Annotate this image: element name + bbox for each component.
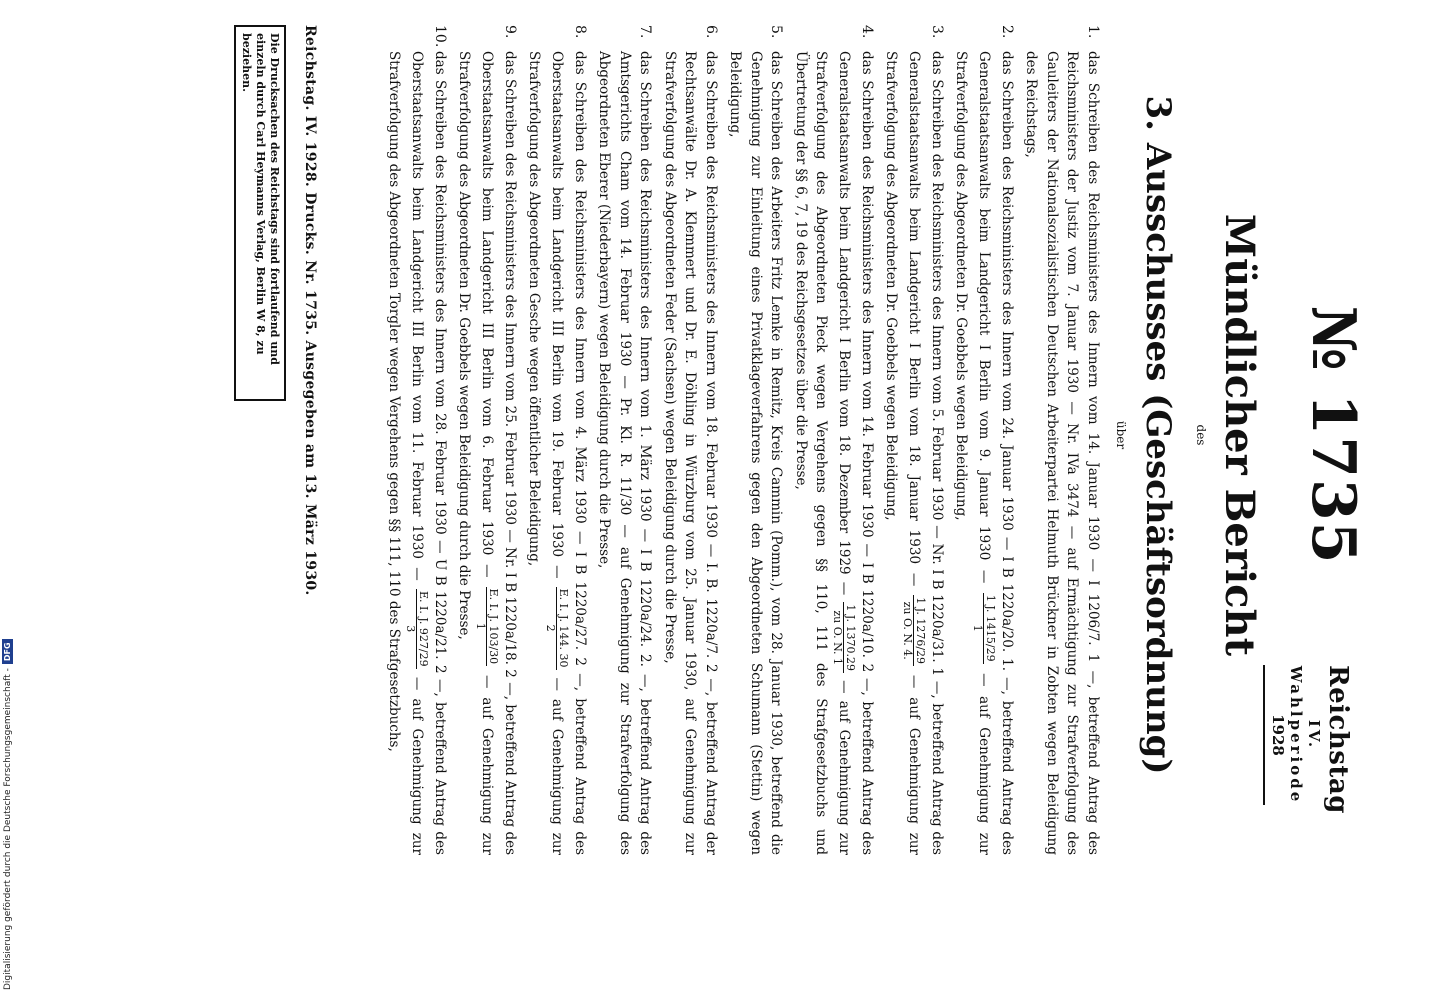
item-text (454, 51, 520, 855)
item-text-a: das Schreiben des Reichsministers des Innern vom 14. Februar 1930 — I B 1220a/10. 2 —, betreffend Antrag des Generalstaatsanwalts beim Landgericht I Berlin vom 18. Dezember 1929 — (836, 51, 875, 855)
item-text: das Schreiben des Arbeiters Fritz Lemke in Remitz, Kreis Cammin (Pomm.), vom 28. Januar 1930, betreffend die Genehmigung zur Einleitung eines Privatklageverfahrens gegen den Abgeordneten Schumann (Stettin) wegen Beleidigung, (727, 51, 785, 855)
list-item (524, 25, 590, 855)
report-items (380, 25, 1103, 855)
document-title: Mündlicher Bericht (1216, 213, 1263, 657)
dfg-logo: DFG (2, 639, 13, 664)
item-number: 7. (637, 25, 654, 39)
file-reference (475, 587, 500, 667)
list-item (1021, 25, 1103, 855)
item-text-b: — auf Genehmigung zur Strafverfolgung des Abgeordneten Pieck wegen Vergehens gegen §§ 110, 111 des Strafgesetzbuchs und Übertretung der §§ 6, 7, 19 des Reichsgesetzes über die Presse, (793, 51, 853, 855)
item-number: 8. (572, 25, 588, 39)
digitization-credit (2, 639, 13, 990)
file-reference-bottom: 1 (971, 624, 985, 632)
header-rule (1263, 665, 1265, 805)
file-reference-bottom: zu O. N. 4. (901, 601, 915, 660)
list-item (660, 25, 722, 855)
item-text-b: — auf Genehmigung zur Strafverfolgung des Abgeordneten Gesche wegen öffentlicher Beleidigung, (526, 51, 566, 855)
item-text-a: das Schreiben des Reichsministers des Innern vom 5. Februar 1930 — Nr. I B 1220a/31. 1 —, betreffend Antrag des Generalstaatsanwalts beim Landgericht I Berlin vom 18. Januar 1930 — (906, 51, 945, 855)
item-text-a: das Schreiben des Reichsministers des Innern vom 24. Januar 1930 — I B 1220a/20. 1. —, betreffend Antrag des Generalstaatsanwalts beim Landgericht I Berlin vom 9. Januar 1930 — (976, 51, 1015, 855)
item-number: 6. (703, 25, 719, 39)
file-reference (832, 602, 857, 673)
list-item (594, 25, 656, 855)
item-text: das Schreiben des Reichsministers des Innern vom 18. Februar 1930 — I. B. 1220a/7. 2 —, betreffend Antrag der Rechtsanwälte Dr. A. Klemmert und Dr. E. Döhling in Würzburg vom 25. Januar 1930, auf Genehmigung zur Strafverfolgung des Abgeordneten Feder (Sachsen) wegen Beleidigung durch die Presse, (662, 51, 719, 855)
item-number: 10. (432, 25, 448, 48)
file-reference-top: E. I. J. 144. 30 (557, 588, 571, 668)
item-number: 9. (502, 25, 518, 39)
file-reference-top: E. I. J. 927/29 (417, 590, 431, 667)
list-item (725, 25, 787, 855)
item-text-b: — auf Genehmigung zur Strafverfolgung des Abgeordneten Torgler wegen Vergehens gegen §§ 111, 110 des Strafgesetzbuchs, (386, 51, 426, 855)
item-text-b: — auf Genehmigung zur Strafverfolgung des Abgeordneten Dr. Goebbels wegen Beleidigung durch die Presse, (456, 51, 496, 856)
item-text-a: das Schreiben des Reichsministers des Innern vom 4. März 1930 — I B 1220a/27. 2 —, betreffend Antrag des Oberstaatsanwalts beim Landgericht III Berlin vom 19. Februar 1930 — (549, 51, 588, 855)
item-text (791, 51, 878, 855)
title-ueber: über (1114, 420, 1128, 450)
reichstag-header (1263, 665, 1353, 814)
title-des: des (1194, 424, 1208, 446)
print-footer: Reichstag. IV. 1928. Drucks. Nr. 1735. Ausgegeben am 13. März 1930. (302, 25, 318, 596)
file-reference-top: 1 J. 1415/29 (984, 594, 998, 662)
file-reference-bottom: 3 (404, 625, 418, 633)
header-year: 1928 (1269, 714, 1287, 756)
item-number: 5. (768, 25, 785, 39)
file-reference-top: E. I. J. 103/30 (487, 588, 501, 665)
publisher-notice: Die Drucksachen des Reichstags sind fortlaufend und einzeln durch Carl Heymanns Verlag, Berlin W 8, zu beziehen. (234, 25, 286, 401)
file-reference (545, 587, 570, 670)
item-text-a: das Schreiben des Reichsministers des Innern vom 25. Februar 1930 — Nr. I B 1220a/18. 2 —, betreffend Antrag des Oberstaatsanwalts beim Landgericht III Berlin vom 6. Februar 1930 — (479, 51, 518, 855)
item-text: das Schreiben des Reichsministers des Innern vom 1. März 1930 — I B 1220a/24. 2. —, betreffend Antrag des Amtsgerichts Cham vom 14. Februar 1930 — Pr. Kl. R. 11/30 — auf Genehmigung zur Strafverfolgung des Abgeordneten Eberer (Niederbayern) wegen Beleidigung durch die Presse, (596, 51, 654, 855)
item-text (524, 51, 590, 855)
header-period: IV. Wahlperiode (1287, 665, 1323, 805)
file-reference-top: 1 J. 1370.29 (844, 604, 858, 671)
file-reference-bottom: zu O. N. 1 (831, 610, 845, 666)
file-reference (972, 593, 997, 664)
credit-text: Digitalisierung gefördert durch die Deutsche Forschungsgemeinschaft - (2, 668, 13, 990)
list-item (791, 25, 878, 855)
file-reference (902, 595, 927, 666)
item-number: 3. (929, 25, 945, 39)
item-text-b: — auf Genehmigung zur Strafverfolgung des Abgeordneten Dr. Goebbels wegen Beleidigung, (883, 51, 923, 855)
file-reference-bottom: 2 (544, 624, 558, 632)
item-number: 4. (859, 25, 875, 39)
committee-title: 3. Ausschusses (Geschäftsordnung) (1138, 95, 1178, 775)
file-reference-bottom: 1 (474, 622, 488, 630)
item-number: 1. (1085, 25, 1101, 39)
item-text (384, 51, 450, 855)
file-reference-top: 1 J. 1276/29 (914, 597, 928, 665)
header-body: Reichstag (1323, 665, 1353, 814)
item-text-b: — auf Genehmigung zur Strafverfolgung des Abgeordneten Dr. Goebbels wegen Beleidigung, (953, 51, 993, 856)
item-text (881, 51, 947, 855)
document-number: № 1735 (1298, 305, 1368, 565)
file-reference (405, 589, 430, 669)
item-text (951, 51, 1017, 855)
item-text-a: das Schreiben des Reichsministers des Innern vom 28. Februar 1930 — U B 1220a/21. 2 —, betreffend Antrag des Oberstaatsanwalts beim Landgericht III Berlin vom 11. Februar 1930 — (409, 51, 448, 855)
list-item (384, 25, 450, 855)
rotated-document (68, 25, 1368, 856)
item-text: das Schreiben des Reichsministers des Innern vom 14. Januar 1930 — I 1206/7. 1 —, betreffend Antrag des Reichsministers der Justiz vom 7. Januar 1930 — Nr. IVa 3474 — auf Ermächtigung zur Strafverfolgung des Gauleiters der Nationalsozialistischen Deutschen Arbeiterpartei Helmuth Brückner in Zobten wegen Beleidigung des Reichstags, (1023, 51, 1101, 855)
list-item (951, 25, 1017, 855)
list-item (881, 25, 947, 855)
list-item (454, 25, 520, 855)
item-number: 2. (999, 25, 1015, 39)
